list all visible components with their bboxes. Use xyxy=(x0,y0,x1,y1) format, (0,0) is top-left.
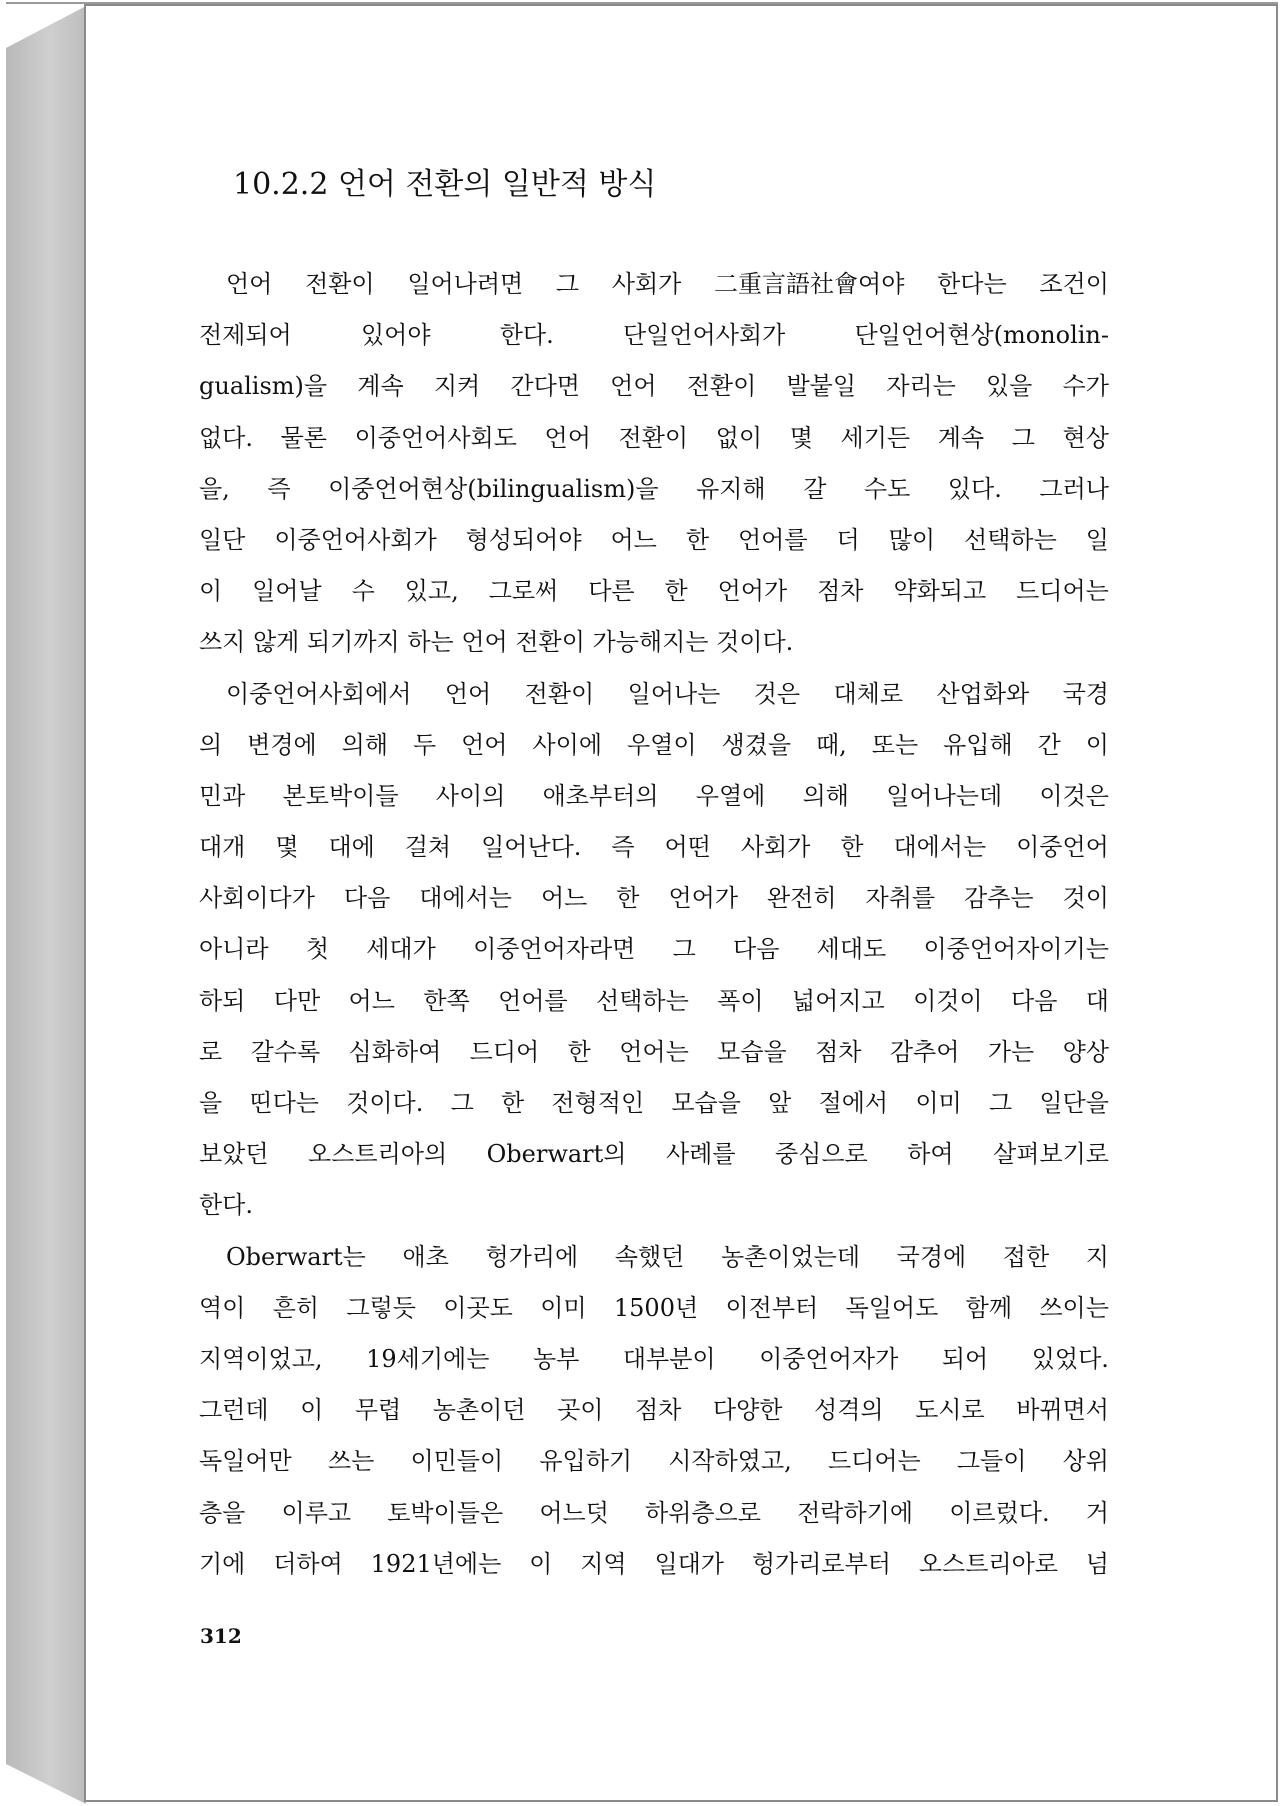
text-line: 사회이다가 다음 대에서는 어느 한 언어가 완전히 자취를 감추는 것이 xyxy=(199,884,1109,913)
text-line: 기에 더하여 1921년에는 이 지역 일대가 헝가리로부터 오스트리아로 넘 xyxy=(199,1549,1109,1578)
book-spine xyxy=(6,6,86,1804)
text-line: 층을 이루고 토박이들은 어느덧 하위층으로 전락하기에 이르렀다. 거 xyxy=(199,1498,1109,1527)
text-line: 을, 즉 이중언어현상(bilingualism)을 유지해 갈 수도 있다. 그러나 xyxy=(199,474,1109,503)
text-line: 쓰지 않게 되기까지 하는 언어 전환이 가능해지는 것이다. xyxy=(199,628,794,657)
text-line: 로 갈수록 심화하여 드디어 한 언어는 모습을 점차 감추어 가는 양상 xyxy=(199,1037,1109,1066)
text-line: 그런데 이 무렵 농촌이던 곳이 점차 다양한 성격의 도시로 바뀌면서 xyxy=(199,1396,1109,1425)
text-line: 아니라 첫 세대가 이중언어자라면 그 다음 세대도 이중언어자이기는 xyxy=(199,935,1109,964)
text-line: 독일어만 쓰는 이민들이 유입하기 시작하였고, 드디어는 그들이 상위 xyxy=(199,1447,1109,1476)
text-line: 지역이었고, 19세기에는 농부 대부분이 이중언어자가 되어 있었다. xyxy=(199,1344,1109,1373)
text-line: 한다. xyxy=(199,1191,253,1220)
text-line: 없다. 물론 이중언어사회도 언어 전환이 없이 몇 세기든 계속 그 현상 xyxy=(199,423,1109,452)
text-line: 보았던 오스트리아의 Oberwart의 사례를 중심으로 하여 살펴보기로 xyxy=(199,1140,1109,1169)
text-line: 의 변경에 의해 두 언어 사이에 우열이 생겼을 때, 또는 유입해 간 이 xyxy=(199,730,1109,759)
text-line: 대개 몇 대에 걸쳐 일어난다. 즉 어떤 사회가 한 대에서는 이중언어 xyxy=(199,833,1109,862)
text-line: 민과 본토박이들 사이의 애초부터의 우열에 의해 일어나는데 이것은 xyxy=(199,781,1109,810)
text-line: 역이 흔히 그렇듯 이곳도 이미 1500년 이전부터 독일어도 함께 쓰이는 xyxy=(199,1293,1109,1322)
text-line: 을 띤다는 것이다. 그 한 전형적인 모습을 앞 절에서 이미 그 일단을 xyxy=(199,1089,1109,1117)
text-line: 하되 다만 어느 한쪽 언어를 선택하는 폭이 넓어지고 이것이 다음 대 xyxy=(199,986,1109,1015)
text-line: gualism)을 계속 지켜 간다면 언어 전환이 발붙일 자리는 있을 수가 xyxy=(199,372,1109,401)
body-text xyxy=(199,259,1109,1590)
text-line: 언어 전환이 일어나려면 그 사회가 二重言語社會여야 한다는 조건이 xyxy=(226,270,1109,298)
text-line: 전제되어 있어야 한다. 단일언어사회가 단일언어현상(monolin- xyxy=(199,321,1109,350)
text-line: 이중언어사회에서 언어 전환이 일어나는 것은 대체로 산업화와 국경 xyxy=(226,679,1109,708)
text-line: Oberwart는 애초 헝가리에 속했던 농촌이었는데 국경에 접한 지 xyxy=(226,1242,1109,1271)
text-line: 일단 이중언어사회가 형성되어야 어느 한 언어를 더 많이 선택하는 일 xyxy=(199,525,1109,554)
page-number: 312 xyxy=(200,1624,242,1648)
text-line: 이 일어날 수 있고, 그로써 다른 한 언어가 점차 약화되고 드디어는 xyxy=(199,577,1109,606)
section-title: 10.2.2 언어 전환의 일반적 방식 xyxy=(233,167,657,202)
